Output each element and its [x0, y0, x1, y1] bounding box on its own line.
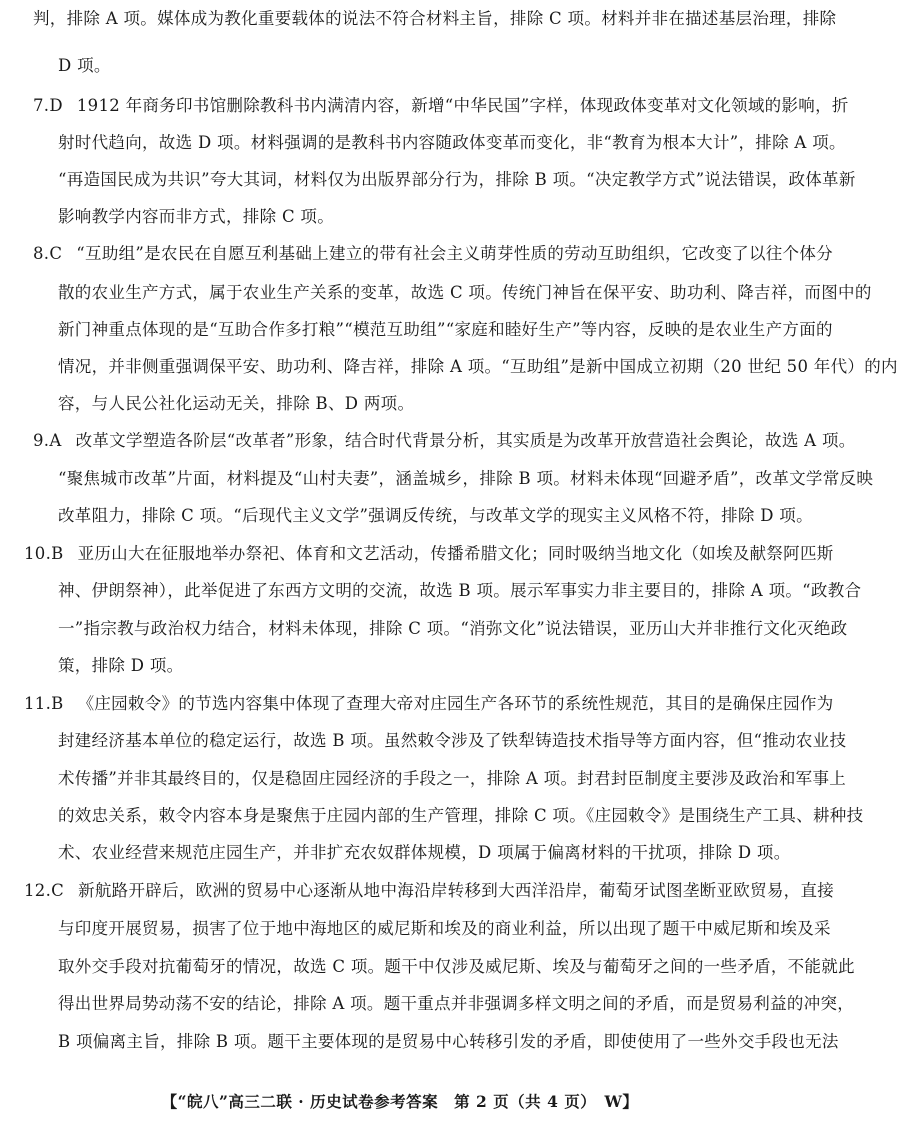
page-footer: 【“皖八”高三二联 · 历史试卷参考答案 第 2 页（共 4 页） W】: [161, 1092, 639, 1111]
answer-number: 8.C: [33, 244, 63, 263]
answer-item-11-line-4: 的效忠关系，敕令内容本身是聚焦于庄园内部的生产管理，排除 C 项。《庄园敕令》是围绕生产工具、耕种技: [58, 806, 864, 825]
answer-number: 7.D: [33, 96, 63, 115]
answer-item-7-line-1: 7.D 1912 年商务印书馆删除教科书内满清内容，新增“中华民国”字样，体现政体变革对文化领域的影响，折: [33, 96, 849, 115]
answer-item-12-line-5: B 项偏离主旨，排除 B 项。题干主要体现的是贸易中心转移引发的矛盾，即使使用了一些外交手段也无法: [58, 1032, 839, 1051]
answer-item-8-line-5: 容，与人民公社化运动无关，排除 B、D 两项。: [58, 394, 415, 413]
answer-item-10-line-1: 10.B 亚历山大在征服地举办祭祀、体育和文艺活动，传播希腊文化；同时吸纳当地文化（如埃及献祭阿匹斯: [24, 544, 834, 563]
answer-item-8-line-3: 新门神重点体现的是“互助合作多打粮”“模范互助组”“家庭和睦好生产”等内容，反映的是农业生产方面的: [58, 320, 833, 339]
answer-item-12-line-2: 与印度开展贸易，损害了位于地中海地区的威尼斯和埃及的商业利益，所以出现了题干中威尼斯和埃及采: [58, 919, 831, 938]
answer-item-10-line-3: 一”指宗教与政治权力结合，材料未体现，排除 C 项。“消弥文化”说法错误，亚历山大并非推行文化灭绝政: [58, 619, 848, 638]
answer-number: 9.A: [33, 431, 62, 450]
answer-6-tail-line-2: D 项。: [58, 56, 111, 75]
answer-item-7-line-4: 影响教学内容而非方式，排除 C 项。: [58, 207, 335, 226]
answer-item-9-line-2: “聚焦城市改革”片面，材料提及“山村夫妻”，涵盖城乡，排除 B 项。材料未体现“回避矛盾”，改革文学常反映: [58, 469, 874, 488]
answer-item-11-line-3: 术传播”并非其最终目的，仅是稳固庄园经济的手段之一，排除 A 项。封君封臣制度主要涉及政治和军事上: [58, 769, 847, 788]
answer-item-7-line-2: 射时代趋向，故选 D 项。材料强调的是教科书内容随政体变革而变化，非“教育为根本大计”，排除 A 项。: [58, 133, 846, 152]
answer-item-8-line-2: 散的农业生产方式，属于农业生产关系的变革，故选 C 项。传统门神旨在保平安、助功利、降吉祥，而图中的: [58, 283, 872, 302]
answer-6-tail-line-1: 判，排除 A 项。媒体成为教化重要载体的说法不符合材料主旨，排除 C 项。材料并非在描述基层治理，排除: [33, 9, 837, 28]
answer-item-10-line-2: 神、伊朗祭神），此举促进了东西方文明的交流，故选 B 项。展示军事实力非主要目的，排除 A 项。“政教合: [58, 581, 862, 600]
answer-number: 12.C: [24, 881, 65, 900]
answer-item-12-line-4: 得出世界局势动荡不安的结论，排除 A 项。题干重点并非强调多样文明之间的矛盾，而是贸易利益的冲突，: [58, 994, 855, 1013]
answer-item-11-line-1: 11.B 《庄园敕令》的节选内容集中体现了查理大帝对庄园生产各环节的系统性规范，其目的是确保庄园作为: [24, 694, 834, 713]
answer-item-9-line-3: 改革阻力，排除 C 项。“后现代主义文学”强调反传统，与改革文学的现实主义风格不符，排除 D 项。: [58, 506, 813, 525]
answer-item-8-line-4: 情况，并非侧重强调保平安、助功利、降吉祥，排除 A 项。“互助组”是新中国成立初期（20 世纪 50 年代）的内: [58, 357, 898, 376]
answer-item-11-line-2: 封建经济基本单位的稳定运行，故选 B 项。虽然敕令涉及了铁犁铸造技术指导等方面内容，但“推动农业技: [58, 731, 847, 750]
answer-item-11-line-5: 术、农业经营来规范庄园生产，并非扩充农奴群体规模，D 项属于偏离材料的干扰项，排除 D 项。: [58, 843, 791, 862]
answer-item-12-line-3: 取外交手段对抗葡萄牙的情况，故选 C 项。题干中仅涉及威尼斯、埃及与葡萄牙之间的一些矛盾，不能就此: [58, 957, 855, 976]
answer-item-8-line-1: 8.C “互助组”是农民在自愿互利基础上建立的带有社会主义萌芽性质的劳动互助组织，它改变了以往个体分: [33, 244, 833, 263]
answer-item-10-line-4: 策，排除 D 项。: [58, 656, 184, 675]
answer-item-7-line-3: “再造国民成为共识”夸大其词，材料仅为出版界部分行为，排除 B 项。“决定教学方式”说法错误，政体革新: [58, 170, 856, 189]
answer-number: 11.B: [24, 694, 64, 713]
answer-number: 10.B: [24, 544, 64, 563]
answer-item-12-line-1: 12.C 新航路开辟后，欧洲的贸易中心逐渐从地中海沿岸转移到大西洋沿岸，葡萄牙试图垄断亚欧贸易，直接: [24, 881, 835, 900]
answer-item-9-line-1: 9.A 改革文学塑造各阶层“改革者”形象，结合时代背景分析，其实质是为改革开放营造社会舆论，故选 A 项。: [33, 431, 856, 450]
